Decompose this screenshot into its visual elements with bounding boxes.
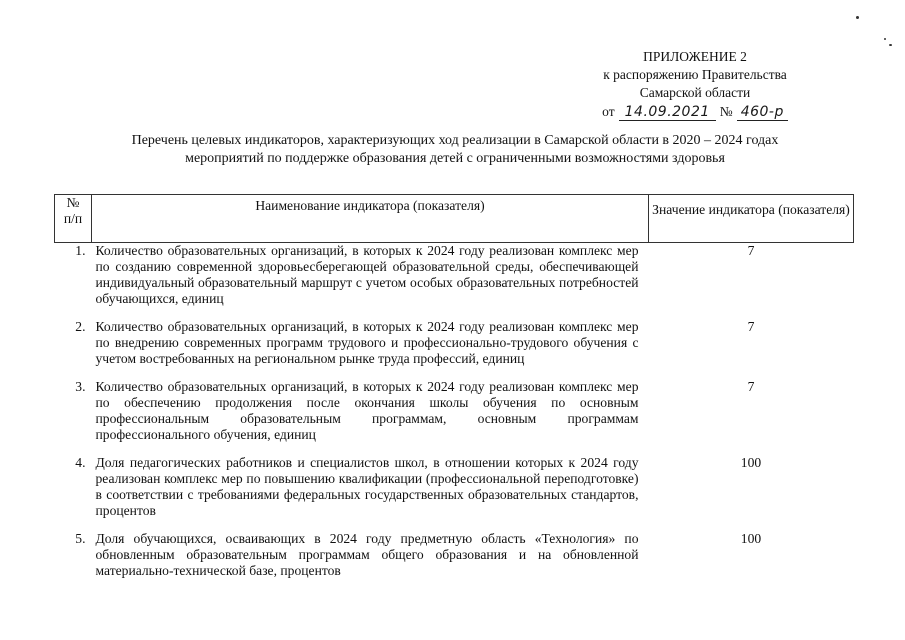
table-row (55, 455, 854, 531)
scan-speck (884, 38, 886, 40)
row-value: 7 (747, 379, 755, 394)
indicators-table (54, 194, 854, 591)
row-text: Количество образовательных организаций, в которых к 2024 году реализован комплекс мер по созданию современной здоровьесберегающей образовательной среды, обеспечивающей индивидуальный образовательный маршрут с учетом особых образовательных потребностей обучающихся, единиц (95, 243, 639, 306)
handwritten-number: 460-р (737, 104, 788, 121)
row-text: Доля обучающихся, осваивающих в 2024 году предметную область «Технология» по обновленным образовательным программам общего образования и на обновленной материально-технической базе, процентов (95, 531, 639, 578)
annex-line-2: Самарской области (639, 85, 751, 100)
row-value: 100 (740, 531, 762, 546)
date-prefix: от (602, 104, 615, 119)
header-number (55, 195, 92, 243)
annex-block (560, 48, 830, 121)
row-value: 7 (747, 319, 755, 334)
header-number-line-2: п/п (63, 211, 83, 226)
header-value: Значение индикатора (показателя) (649, 195, 854, 243)
scan-speck (856, 16, 859, 19)
header-name: Наименование индикатора (показателя) (92, 195, 649, 243)
row-number: 2. (75, 319, 86, 334)
table-row (55, 379, 854, 455)
document-title (70, 132, 840, 168)
scan-speck (889, 44, 892, 46)
row-text: Количество образовательных организаций, в которых к 2024 году реализован комплекс мер по внедрению современных программ трудового и профессионально-трудового обучения с учетом востребованных на региональном рынке труда профессий, единиц (95, 319, 639, 366)
row-text: Количество образовательных организаций, в которых к 2024 году реализован комплекс мер по обеспечению продолжения после окончания школы обучения по основным профессиональным образовательным программам, основным программам профессионального обучения, единиц (95, 379, 639, 442)
table-row (55, 243, 854, 320)
row-text: Доля педагогических работников и специалистов школ, в отношении которых к 2024 году реализован комплекс мер по повышению квалификации (профессиональной переподготовке) в соответствии с требованиями федеральных государственных образовательных стандартов, процентов (95, 455, 639, 518)
row-number: 3. (75, 379, 86, 394)
row-number: 5. (75, 531, 86, 546)
number-prefix: № (719, 104, 733, 119)
row-number: 4. (75, 455, 86, 470)
table-header-row (55, 195, 854, 243)
table-row (55, 319, 854, 379)
title-line-2: мероприятий по поддержке образования детей с ограниченными возможностями здоровья (185, 151, 725, 166)
table-row (55, 531, 854, 591)
row-number: 1. (75, 243, 86, 258)
row-value: 100 (740, 455, 762, 470)
header-number-line-1: № (66, 195, 80, 210)
handwritten-date: 14.09.2021 (619, 104, 716, 121)
title-line-1: Перечень целевых индикаторов, характеризующих ход реализации в Самарской области в 2020 – 2024 годах (131, 133, 779, 148)
annex-date-line (560, 103, 830, 121)
annex-line-1: к распоряжению Правительства (603, 67, 787, 82)
row-value: 7 (747, 243, 755, 258)
annex-heading: ПРИЛОЖЕНИЕ 2 (643, 49, 747, 64)
